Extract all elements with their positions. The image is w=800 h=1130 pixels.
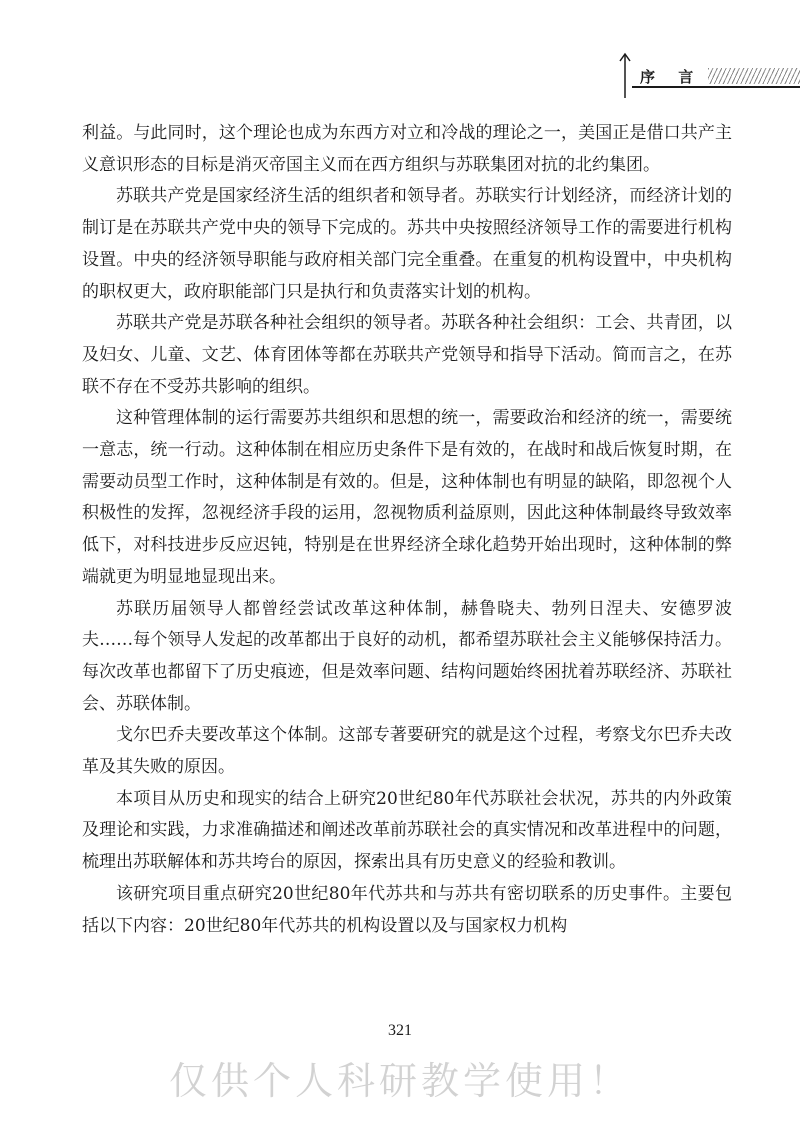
paragraph: 戈尔巴乔夫要改革这个体制。这部专著要研究的就是这个过程，考察戈尔巴乔夫改革及其失败的原因。 bbox=[82, 725, 732, 778]
paragraph: 该研究项目重点研究20世纪80年代苏共和与苏共有密切联系的历史事件。主要包括以下内容：20世纪80年代苏共的机构设置以及与国家权力机构 bbox=[82, 883, 732, 936]
paragraph: 利益。与此同时，这个理论也成为东西方对立和冷战的理论之一，美国正是借口共产主义意识形态的目标是消灭帝国主义而在西方组织与苏联集团对抗的北约集团。 bbox=[82, 123, 732, 175]
paragraph: 苏联历届领导人都曾经尝试改革这种体制，赫鲁晓夫、勃列日涅夫、安德罗波夫……每个领导人发起的改革都出于良好的动机，都希望苏联社会主义能够保持活力。每次改革也都留下了历史痕迹，但是效率问题、结构问题始终困扰着苏联经济、苏联社会、苏联体制。 bbox=[82, 598, 732, 714]
header-hatch-decoration bbox=[708, 68, 800, 84]
running-header bbox=[612, 48, 800, 98]
paragraph: 苏联共产党是国家经济生活的组织者和领导者。苏联实行计划经济，而经济计划的制订是在苏联共产党中央的领导下完成的。苏共中央按照经济领导工作的需要进行机构设置。中央的经济领导职能与政府相关部门完全重叠。在重复的机构设置中，中央机构的职权更大，政府职能部门只是执行和负责落实计划的机构。 bbox=[82, 186, 732, 302]
paragraph: 本项目从历史和现实的结合上研究20世纪80年代苏联社会状况，苏共的内外政策及理论和实践，力求准确描述和阐述改革前苏联社会的真实情况和改革进程中的问题，梳理出苏联解体和苏共垮台的原因，探索出具有历史意义的经验和教训。 bbox=[82, 788, 732, 873]
paragraph: 这种管理体制的运行需要苏共组织和思想的统一，需要政治和经济的统一，需要统一意志，统一行动。这种体制在相应历史条件下是有效的，在战时和战后恢复时期，在需要动员型工作时，这种体制是有效的。但是，这种体制也有明显的缺陷，即忽视个人积极性的发挥，忽视经济手段的运用，忽视物质利益原则，因此这种体制最终导致效率低下，对科技进步反应迟钝，特别是在世界经济全球化趋势开始出现时，这种体制的弊端就更为明显地显现出来。 bbox=[82, 408, 732, 587]
section-title: 序 言 bbox=[640, 68, 703, 86]
header-rule bbox=[632, 86, 800, 88]
page-number: 321 bbox=[388, 1022, 412, 1039]
arrow-up-icon bbox=[618, 52, 632, 98]
watermark: 仅供个人科研教学使用！ bbox=[168, 1059, 631, 1103]
body-text bbox=[82, 118, 732, 942]
paragraph: 苏联共产党是苏联各种社会组织的领导者。苏联各种社会组织：工会、共青团，以及妇女、儿童、文艺、体育团体等都在苏联共产党领导和指导下活动。简而言之，在苏联不存在不受苏共影响的组织。 bbox=[82, 313, 732, 397]
